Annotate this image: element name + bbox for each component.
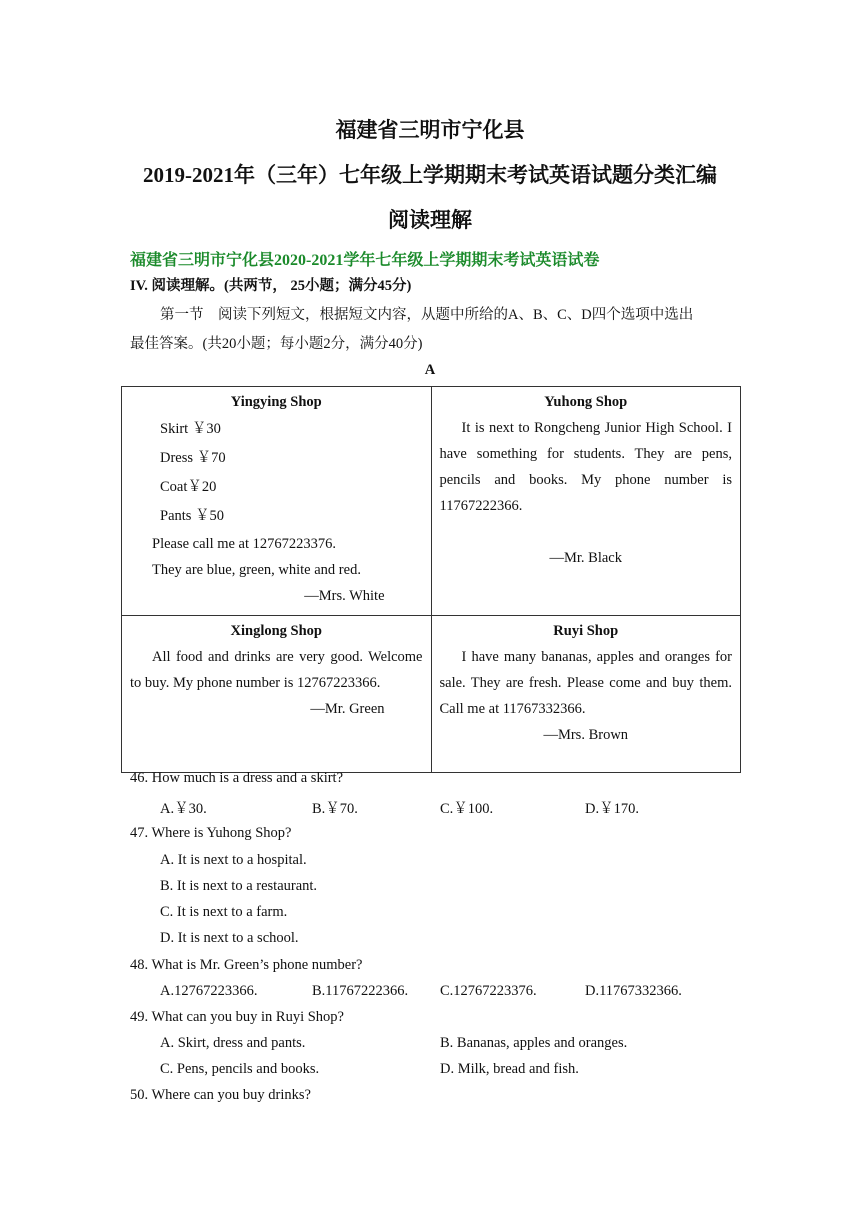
shop-signature: —Mrs. White — [304, 588, 385, 604]
option-d: D. It is next to a school. — [160, 930, 299, 946]
option-b: B.￥70. — [312, 801, 358, 817]
option-d: D. Milk, bread and fish. — [440, 1061, 579, 1077]
ruyi-shop-cell — [431, 616, 741, 773]
shop-name: Ruyi Shop — [553, 623, 619, 639]
question-48: 48. What is Mr. Green’s phone number? — [130, 957, 363, 973]
question-47: 47. Where is Yuhong Shop? — [130, 825, 292, 841]
shop-text: I have many bananas, apples and oranges for sale. They are fresh. Please come and buy them. Call me at 11767332366. — [439, 649, 732, 717]
passage-label: A — [424, 362, 436, 378]
shop-name: Yingying Shop — [230, 394, 322, 410]
question-46: 46. How much is a dress and a skirt? — [130, 770, 344, 786]
price-item: Pants ￥50 — [160, 508, 225, 524]
option-b: B. Bananas, apples and oranges. — [440, 1035, 628, 1051]
shop-signature: —Mr. Black — [549, 550, 622, 566]
shop-signature: —Mrs. Brown — [543, 727, 629, 743]
shop-text-line: Please call me at 12767223376. — [152, 536, 337, 552]
header-title-line2: 2019-2021年（三年）七年级上学期期末考试英语试题分类汇编 — [143, 163, 717, 187]
option-a: A. Skirt, dress and pants. — [160, 1035, 306, 1051]
shop-text-line: They are blue, green, white and red. — [152, 562, 361, 578]
xinglong-shop-cell — [122, 616, 432, 773]
shop-signature: —Mr. Green — [310, 701, 385, 717]
option-c: C.￥100. — [440, 801, 494, 817]
option-a: A. It is next to a hospital. — [160, 852, 307, 868]
shop-text: All food and drinks are very good. Welcome to buy. My phone number is 12767223366. — [130, 649, 423, 691]
option-a: A.12767223366. — [160, 983, 258, 999]
option-c: C.12767223376. — [440, 983, 537, 999]
price-item: Dress ￥70 — [160, 450, 226, 466]
yingying-shop-cell — [122, 387, 432, 616]
instruction-line-2: 最佳答案。(共20小题；每小题2分，满分40分) — [130, 336, 423, 352]
section-heading: IV. 阅读理解。(共两节， 25小题；满分45分) — [130, 278, 412, 294]
shop-text: It is next to Rongcheng Junior High School. I have something for students. They are pens, pencils and books. My phone number is 11767222366. — [439, 420, 732, 514]
option-d: D.11767332366. — [585, 983, 682, 999]
header-title-line3: 阅读理解 — [388, 208, 472, 232]
price-item: Skirt ￥30 — [160, 421, 221, 437]
price-item: Coat￥20 — [160, 479, 217, 495]
option-d: D.￥170. — [585, 801, 639, 817]
question-49: 49. What can you buy in Ruyi Shop? — [130, 1009, 344, 1025]
option-b: B. It is next to a restaurant. — [160, 878, 318, 894]
shop-name: Yuhong Shop — [544, 394, 628, 410]
exam-title: 福建省三明市宁化县2020-2021学年七年级上学期期末考试英语试卷 — [130, 252, 600, 269]
header-title-line1: 福建省三明市宁化县 — [335, 118, 525, 142]
option-b: B.11767222366. — [312, 983, 409, 999]
yuhong-shop-cell — [431, 387, 741, 616]
instruction-line-1: 第一节 阅读下列短文，根据短文内容，从题中所给的A、B、C、D四个选项中选出 — [160, 307, 694, 323]
shop-ads-table — [121, 386, 741, 773]
question-50: 50. Where can you buy drinks? — [130, 1087, 311, 1103]
option-a: A.￥30. — [160, 801, 207, 817]
shop-name: Xinglong Shop — [230, 623, 322, 639]
option-c: C. Pens, pencils and books. — [160, 1061, 320, 1077]
option-c: C. It is next to a farm. — [160, 904, 288, 920]
